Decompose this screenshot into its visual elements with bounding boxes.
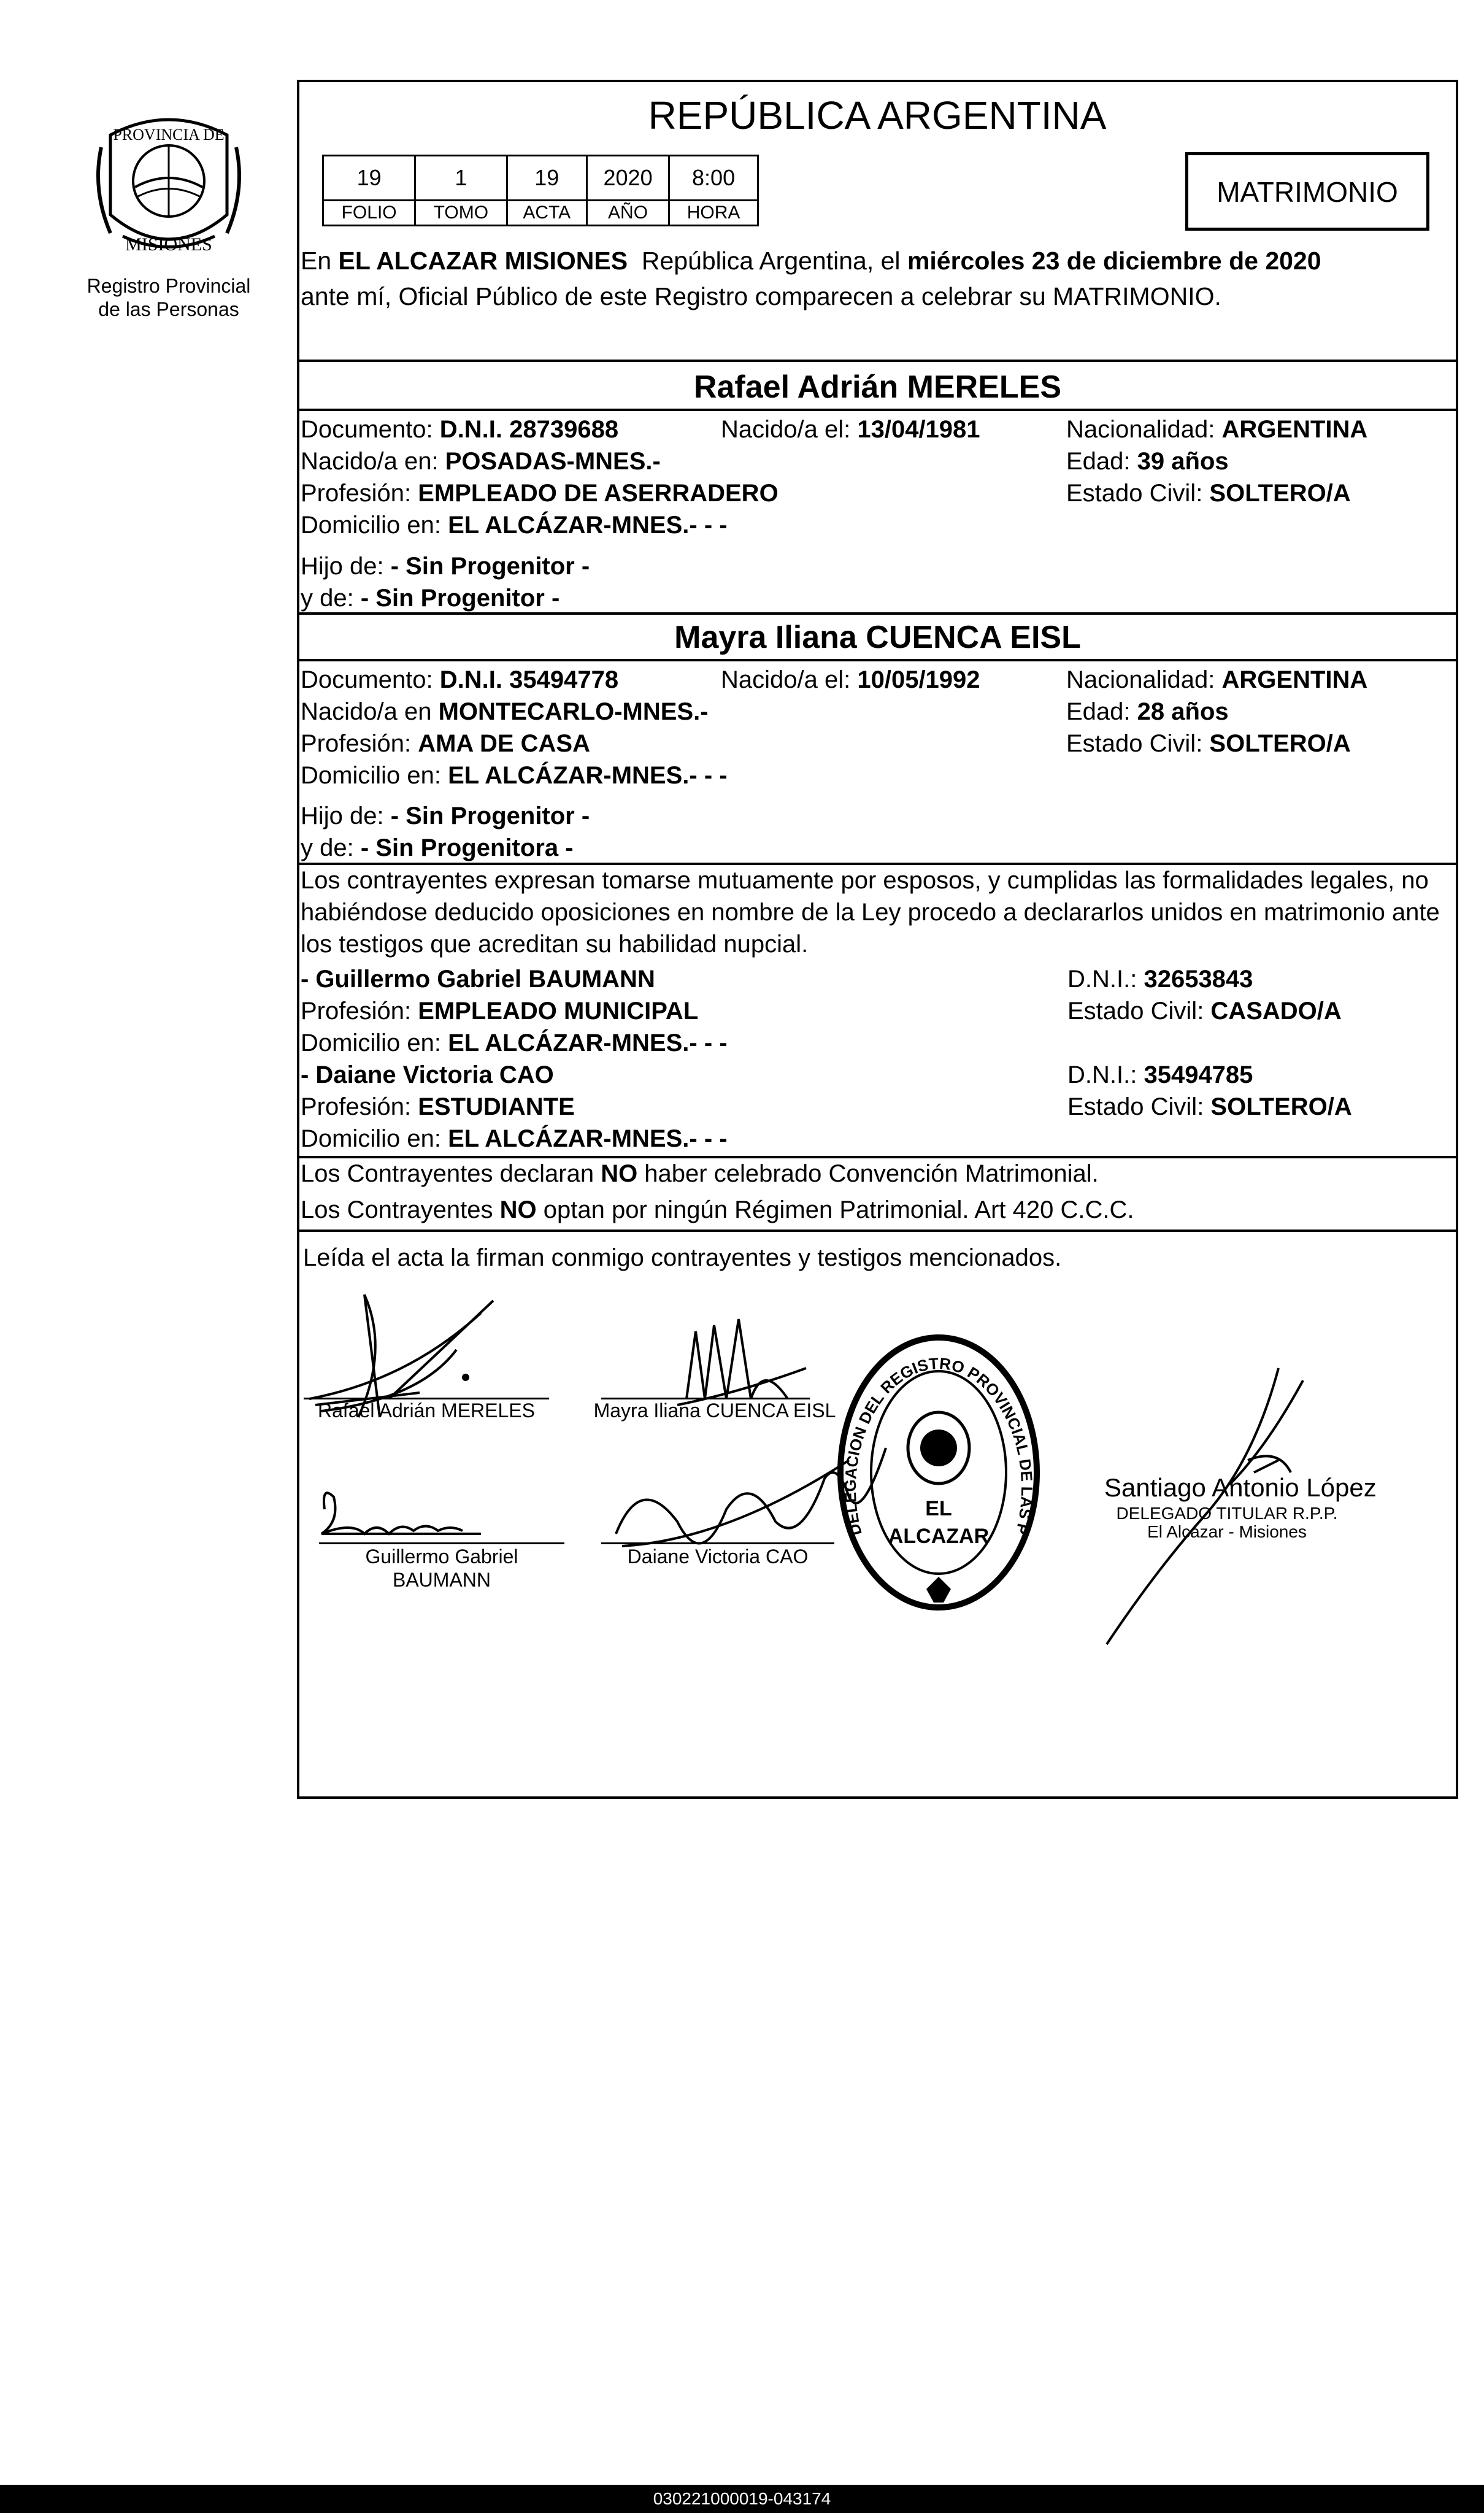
spouse2-profession <box>301 728 590 759</box>
hora-label: HORA <box>669 201 758 226</box>
label: Nacido/a en <box>301 698 439 725</box>
divider <box>297 360 1458 362</box>
witness1-domicile <box>301 1028 728 1058</box>
stamp-center-line2: ALCAZAR <box>888 1525 990 1548</box>
value: ESTUDIANTE <box>418 1093 575 1120</box>
spouse1-name: Rafael Adrián MERELES <box>693 369 1062 405</box>
value: ARGENTINA <box>1221 416 1368 443</box>
label: Nacido/a el: <box>721 666 858 693</box>
seal-caption-line2: de las Personas <box>98 298 239 320</box>
value: SOLTERO/A <box>1209 480 1351 507</box>
witness2-dni <box>1067 1060 1253 1090</box>
folio-value: 19 <box>323 156 415 201</box>
divider <box>297 612 1458 615</box>
label: Edad: <box>1066 448 1137 475</box>
caption-line: BAUMANN <box>392 1569 491 1591</box>
spouse1-document <box>301 414 618 445</box>
declaration-line3: los testigos que acreditan su habilidad nupcial. <box>301 931 809 958</box>
intro-date: miércoles 23 de diciembre de 2020 <box>907 247 1321 275</box>
value: CASADO/A <box>1210 998 1342 1025</box>
value: - Daiane Victoria CAO <box>301 1061 554 1088</box>
witness2-domicile <box>301 1123 728 1154</box>
value: EL ALCÁZAR-MNES.- - - <box>448 512 728 539</box>
label: Profesión: <box>301 730 418 757</box>
acta-label: ACTA <box>507 201 586 226</box>
spouse2-parent1 <box>301 801 590 831</box>
value: 39 años <box>1137 448 1229 475</box>
label: Profesión: <box>301 998 418 1025</box>
signature-line-witness1 <box>319 1542 564 1544</box>
value: EL ALCÁZAR-MNES.- - - <box>448 1125 728 1152</box>
intro-prefix: En <box>301 247 339 275</box>
seal-caption <box>58 274 279 321</box>
value: - Guillermo Gabriel BAUMANN <box>301 966 655 993</box>
country-title: REPÚBLICA ARGENTINA <box>648 93 1107 137</box>
acta-value: 19 <box>507 156 586 201</box>
label: Domicilio en: <box>301 762 448 789</box>
label: Documento: <box>301 416 440 443</box>
witness2-civil-status <box>1067 1091 1352 1122</box>
spouse2-parent2 <box>301 833 574 863</box>
spouse1-age <box>1066 446 1229 477</box>
signature-caption-spouse1: Rafael Adrián MERELES <box>318 1399 535 1422</box>
footer-bar <box>0 2485 1484 2513</box>
witness1-name <box>301 964 655 995</box>
value: AMA DE CASA <box>418 730 590 757</box>
value: - Sin Progenitora - <box>360 834 574 861</box>
spouse2-birthdate <box>721 664 980 695</box>
value: EL ALCÁZAR-MNES.- - - <box>448 762 728 789</box>
label: Estado Civil: <box>1067 998 1211 1025</box>
seal-caption-line1: Registro Provincial <box>87 275 251 297</box>
spouse2-civil-status <box>1066 728 1351 759</box>
seal-bottom-text: MISIONES <box>125 234 212 255</box>
tomo-label: TOMO <box>415 201 507 226</box>
stamp-ring-path-text: DELEGACION DEL REGISTRO PROVINCIAL DE LAS P <box>840 1354 1037 1537</box>
spouse1-parent1 <box>301 551 590 582</box>
signature-line-witness2 <box>601 1542 834 1544</box>
value: 35494785 <box>1144 1061 1253 1088</box>
label: Domicilio en: <box>301 512 448 539</box>
anio-value: 2020 <box>586 156 669 201</box>
regime-line2 <box>301 1195 1134 1225</box>
label: Domicilio en: <box>301 1029 448 1056</box>
declaration-line1: Los contrayentes expresan tomarse mutuamente por esposos, y cumplidas las formalidades legales, no <box>301 867 1429 894</box>
seal-top-text: PROVINCIA DE <box>113 126 225 144</box>
label: Hijo de: <box>301 802 391 829</box>
value: MONTECARLO-MNES.- <box>438 698 709 725</box>
label: Profesión: <box>301 480 418 507</box>
value: SOLTERO/A <box>1210 1093 1352 1120</box>
text: optan por ningún Régimen Patrimonial. Art 420 C.C.C. <box>536 1196 1134 1223</box>
label: D.N.I.: <box>1067 1061 1144 1088</box>
spouse2-document <box>301 664 618 695</box>
spouse1-parent2 <box>301 583 559 614</box>
spouse2-birthplace <box>301 696 709 727</box>
value: EMPLEADO DE ASERRADERO <box>418 480 779 507</box>
spouse2-domicile <box>301 760 728 791</box>
folio-label: FOLIO <box>323 201 415 226</box>
divider <box>297 1230 1458 1232</box>
value: 32653843 <box>1144 966 1253 993</box>
text-bold: NO <box>499 1196 537 1223</box>
value: 28 años <box>1137 698 1229 725</box>
intro-mid: República Argentina, el <box>628 247 907 275</box>
spouse2-age <box>1066 696 1229 727</box>
spouse1-birthplace <box>301 446 661 477</box>
witness2-name <box>301 1060 554 1090</box>
signature-caption-spouse2: Mayra Iliana CUENCA EISL <box>593 1399 836 1422</box>
closing-text: Leída el acta la firman conmigo contrayentes y testigos mencionados. <box>303 1244 1062 1271</box>
value: SOLTERO/A <box>1209 730 1351 757</box>
text-bold: NO <box>601 1160 638 1187</box>
act-type-label: MATRIMONIO <box>1217 176 1398 208</box>
value: 10/05/1992 <box>857 666 980 693</box>
signature-witness1 <box>321 1493 481 1534</box>
registry-table <box>322 155 759 226</box>
label: Domicilio en: <box>301 1125 448 1152</box>
spouse1-domicile <box>301 510 728 541</box>
spouse2-nationality <box>1066 664 1367 695</box>
value: EL ALCÁZAR-MNES.- - - <box>448 1029 728 1056</box>
label: Documento: <box>301 666 440 693</box>
spouse1-nationality <box>1066 414 1367 445</box>
officer-title: DELEGADO TITULAR R.P.P. <box>1116 1504 1338 1523</box>
value: EMPLEADO MUNICIPAL <box>418 998 699 1025</box>
label: D.N.I.: <box>1067 966 1144 993</box>
value: POSADAS-MNES.- <box>445 448 661 475</box>
declaration-line2: habiéndose deducido oposiciones en nombre de la Ley procedo a declararlos unidos en matrimonio ante <box>301 899 1440 926</box>
caption-line: Guillermo Gabriel <box>365 1545 518 1568</box>
value: D.N.I. 28739688 <box>439 416 619 443</box>
label: Estado Civil: <box>1066 730 1210 757</box>
label: Nacionalidad: <box>1066 416 1222 443</box>
label: Hijo de: <box>301 553 391 580</box>
label: y de: <box>301 834 361 861</box>
label: Edad: <box>1066 698 1137 725</box>
regime-line1 <box>301 1158 1099 1189</box>
officer-name: Santiago Antonio López <box>1104 1473 1377 1502</box>
label: Nacido/a el: <box>721 416 858 443</box>
label: Profesión: <box>301 1093 418 1120</box>
witness1-civil-status <box>1067 996 1342 1026</box>
witness2-profession <box>301 1091 575 1122</box>
intro-line1 <box>301 245 1321 276</box>
stamp-icon <box>834 1331 1043 1614</box>
label: Nacido/a en: <box>301 448 445 475</box>
divider <box>297 659 1458 661</box>
stamp-center-line1: EL <box>925 1497 952 1520</box>
intro-line2: ante mí, Oficial Público de este Registro comparecen a celebrar su MATRIMONIO. <box>301 282 1221 310</box>
label: Nacionalidad: <box>1066 666 1222 693</box>
value: - Sin Progenitor - <box>390 802 590 829</box>
tomo-value: 1 <box>415 156 507 201</box>
text: Los Contrayentes <box>301 1196 500 1223</box>
province-seal <box>86 110 252 270</box>
label: Estado Civil: <box>1066 480 1210 507</box>
text: haber celebrado Convención Matrimonial. <box>637 1160 1099 1187</box>
hora-value: 8:00 <box>669 156 758 201</box>
divider <box>297 409 1458 411</box>
label: Estado Civil: <box>1067 1093 1211 1120</box>
value: - Sin Progenitor - <box>390 553 590 580</box>
text: Los Contrayentes declaran <box>301 1160 601 1187</box>
spouse2-name: Mayra Iliana CUENCA EISL <box>674 620 1081 655</box>
anio-label: AÑO <box>586 201 669 226</box>
witness1-profession <box>301 996 698 1026</box>
spouse1-profession <box>301 478 779 509</box>
signature-caption-witness1 <box>319 1545 564 1591</box>
value: ARGENTINA <box>1221 666 1368 693</box>
officer-place: El Alcazar - Misiones <box>1147 1522 1307 1541</box>
value: - Sin Progenitor - <box>360 585 560 612</box>
label: y de: <box>301 585 361 612</box>
act-type-box <box>1185 152 1429 231</box>
witness1-dni <box>1067 964 1253 995</box>
official-stamp <box>834 1331 1043 1614</box>
value: D.N.I. 35494778 <box>439 666 619 693</box>
intro-place: EL ALCAZAR MISIONES <box>338 247 628 275</box>
document-code: 030221000019-043174 <box>653 2489 831 2508</box>
signature-spouse2 <box>677 1319 806 1405</box>
spouse1-birthdate <box>721 414 980 445</box>
signature-caption-witness2: Daiane Victoria CAO <box>627 1545 809 1568</box>
spouse1-civil-status <box>1066 478 1351 509</box>
coat-of-arms-icon <box>86 110 252 270</box>
value: 13/04/1981 <box>857 416 980 443</box>
